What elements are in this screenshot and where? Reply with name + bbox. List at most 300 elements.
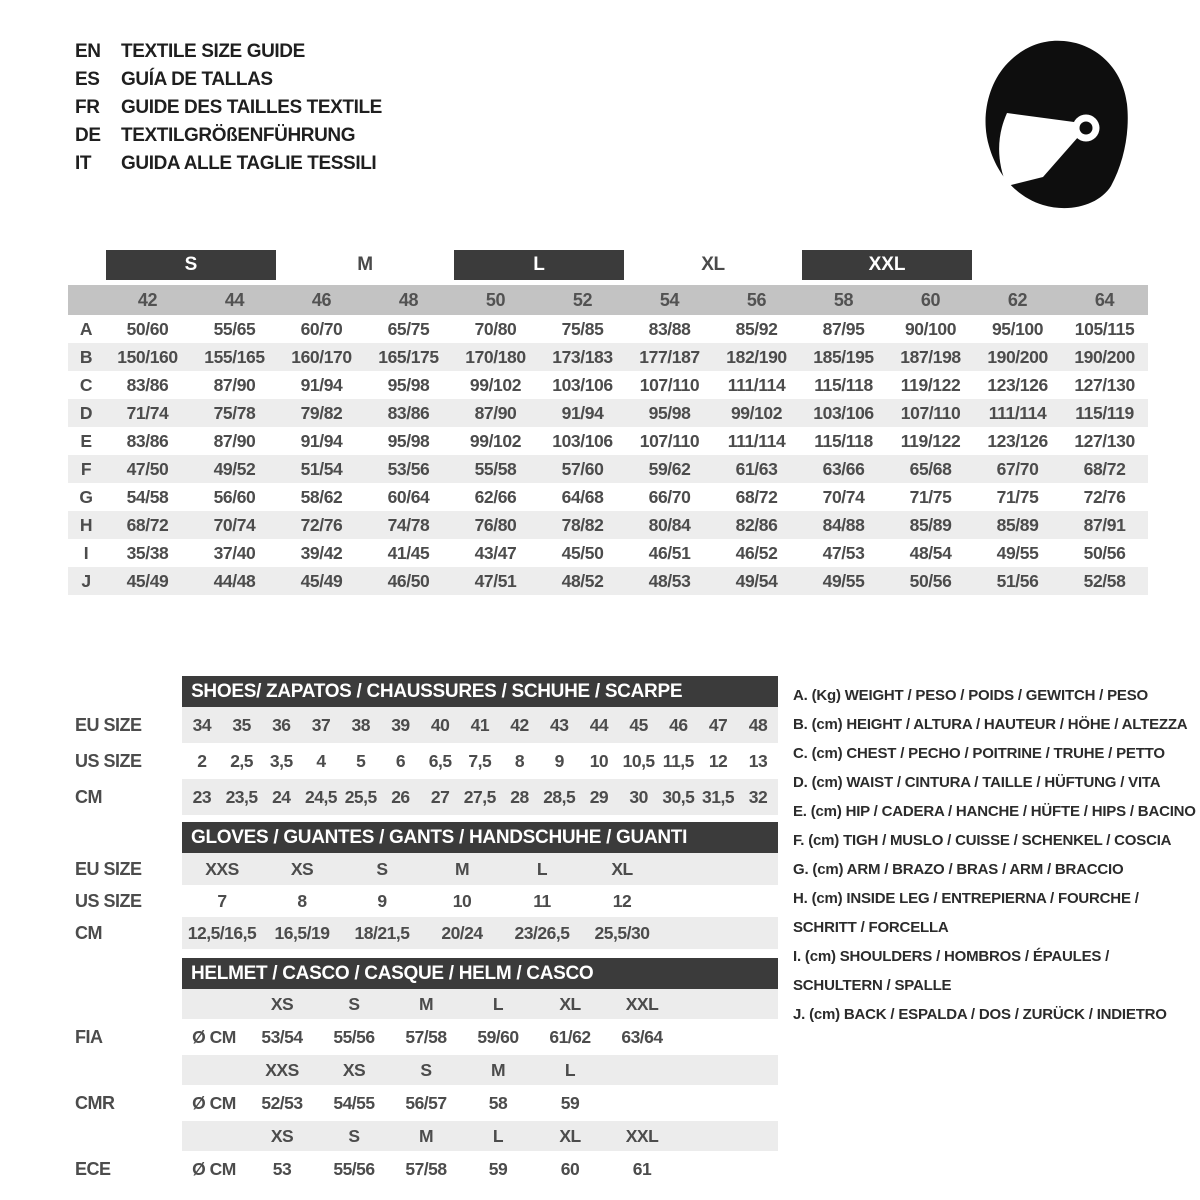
size-cell: 13 xyxy=(748,750,768,771)
size-cell: 47/51 xyxy=(452,567,539,595)
size-cell: 30 xyxy=(619,779,659,815)
size-cell: 10,5 xyxy=(622,750,655,771)
language-code: EN xyxy=(75,41,101,62)
size-cell: 103/106 xyxy=(552,430,613,451)
size-cell: 53/56 xyxy=(365,455,452,483)
size-cell: 46/52 xyxy=(735,542,778,563)
size-cell: 10 xyxy=(452,890,472,911)
size-cell: 59/62 xyxy=(626,455,713,483)
legend-item: J. (cm) BACK / ESPALDA / DOS / ZURÜCK / INDIETRO xyxy=(793,1006,1167,1023)
size-cell: 95/98 xyxy=(387,374,430,395)
size-cell: 45/49 xyxy=(278,567,365,595)
row-label xyxy=(68,1121,182,1151)
helmet-values-row xyxy=(68,1085,778,1121)
language-row xyxy=(75,66,382,94)
size-cell: 56/60 xyxy=(213,486,256,507)
size-cell: 115/118 xyxy=(814,374,873,395)
helmet-value-cell: 55/56 xyxy=(333,1026,375,1047)
gloves-table xyxy=(68,822,778,949)
row-letter: E xyxy=(80,430,92,451)
size-cell: 75/85 xyxy=(561,318,604,339)
corner-spacer xyxy=(68,250,104,285)
size-cell: 48 xyxy=(738,707,778,743)
size-cell: 91/94 xyxy=(300,430,343,451)
diameter-unit: Ø CM xyxy=(192,1092,236,1113)
standard-label: CMR xyxy=(68,1085,182,1121)
size-cell: 70/74 xyxy=(191,511,278,539)
size-cell: 91/94 xyxy=(539,399,626,427)
row-letter: A xyxy=(79,318,93,339)
size-group-boxed xyxy=(104,250,278,285)
size-cell: 190/200 xyxy=(974,343,1061,371)
size-cell: 46/50 xyxy=(365,567,452,595)
sub-table-row xyxy=(68,917,778,949)
sub-table-row xyxy=(68,779,778,815)
size-cell: 27,5 xyxy=(460,779,500,815)
size-cell: 84/88 xyxy=(800,511,887,539)
size-cell: 79/82 xyxy=(278,399,365,427)
helmet-value-cell: 61/62 xyxy=(549,1026,591,1047)
legend-item: B. (cm) HEIGHT / ALTURA / HAUTEUR / HÖHE / ALTEZZA xyxy=(793,716,1188,733)
sub-table-row xyxy=(68,743,778,779)
size-cell: 6,5 xyxy=(428,750,452,771)
size-cell: 51/54 xyxy=(278,455,365,483)
size-cell: 52/58 xyxy=(1061,567,1148,595)
shoes-table xyxy=(68,676,778,815)
size-cell: 111/114 xyxy=(974,399,1061,427)
helmet-size-cell: XS xyxy=(246,1121,318,1151)
unit-spacer xyxy=(182,989,246,1019)
size-cell: 23,5 xyxy=(222,779,262,815)
size-cell: 111/114 xyxy=(727,374,786,395)
standard-label: FIA xyxy=(68,1019,182,1055)
size-cell: 23 xyxy=(182,779,222,815)
size-cell: 27 xyxy=(420,779,460,815)
size-group-label: M xyxy=(357,254,373,275)
size-cell: 12 xyxy=(708,750,728,771)
size-cell: 41 xyxy=(460,707,500,743)
size-cell: 75/78 xyxy=(191,399,278,427)
size-cell: 35 xyxy=(222,707,262,743)
size-cell: 115/118 xyxy=(814,430,873,451)
size-cell: 64/68 xyxy=(561,486,604,507)
helmet-size-cell: XXL xyxy=(606,989,678,1019)
measurement-row xyxy=(68,483,1148,511)
racing-helmet-icon xyxy=(978,36,1138,216)
size-group-boxed xyxy=(452,250,626,285)
size-cell: 70/74 xyxy=(822,486,865,507)
row-label: EU SIZE xyxy=(68,707,182,743)
helmet-value-cell xyxy=(606,1085,678,1121)
size-cell: 67/70 xyxy=(974,455,1061,483)
size-cell: 50/60 xyxy=(126,318,169,339)
filler-cell xyxy=(678,989,778,1019)
diameter-unit: Ø CM xyxy=(192,1158,236,1179)
size-cell: 83/86 xyxy=(365,399,452,427)
column-number: 52 xyxy=(539,285,626,315)
size-cell: 107/110 xyxy=(887,399,974,427)
sub-table-row xyxy=(68,707,778,743)
size-cell: 127/130 xyxy=(1074,430,1135,451)
size-cell: 16,5/19 xyxy=(262,917,342,949)
helmet-sizes-row xyxy=(68,1121,778,1151)
size-cell: 76/80 xyxy=(452,511,539,539)
shoes-header-row xyxy=(68,676,778,707)
size-cell: 49/54 xyxy=(713,567,800,595)
size-cell: 4 xyxy=(316,750,326,771)
size-cell: 123/126 xyxy=(987,430,1048,451)
size-cell: 62/66 xyxy=(474,486,517,507)
row-label: EU SIZE xyxy=(68,853,182,885)
size-cell: 3,5 xyxy=(269,750,293,771)
size-cell: 115/119 xyxy=(1061,399,1148,427)
measurement-row xyxy=(68,343,1148,371)
row-letter: G xyxy=(79,486,93,507)
filler-cell xyxy=(662,885,778,917)
helmet-size-cell: XL xyxy=(534,989,606,1019)
helmet-value-cell: 61 xyxy=(632,1158,652,1179)
size-cell: 47/53 xyxy=(822,542,865,563)
size-cell: 103/106 xyxy=(800,399,887,427)
helmet-value-cell: 59/60 xyxy=(477,1026,519,1047)
size-cell: 48/53 xyxy=(626,567,713,595)
size-cell: 44/48 xyxy=(191,567,278,595)
size-group-plain xyxy=(278,250,452,285)
size-cell: 39/42 xyxy=(300,542,343,563)
helmet-value-cell: 55/56 xyxy=(333,1158,375,1179)
filler-cell xyxy=(662,853,778,885)
row-letter: B xyxy=(68,343,104,371)
helmet-size-cell: S xyxy=(318,1121,390,1151)
language-code: IT xyxy=(75,153,92,174)
size-cell: 49/55 xyxy=(996,542,1039,563)
size-cell: XS xyxy=(262,853,342,885)
size-cell: 173/183 xyxy=(539,343,626,371)
size-cell: 54/58 xyxy=(126,486,169,507)
size-cell: 83/86 xyxy=(126,374,169,395)
size-cell: 71/75 xyxy=(909,486,952,507)
size-cell: 31,5 xyxy=(698,779,738,815)
guide-title: TEXTILGRÖßENFÜHRUNG xyxy=(121,125,356,146)
size-group-label: S xyxy=(106,250,276,280)
size-cell: 80/84 xyxy=(626,511,713,539)
size-cell: 78/82 xyxy=(539,511,626,539)
size-cell: 68/72 xyxy=(1061,455,1148,483)
size-cell: 71/75 xyxy=(996,486,1039,507)
size-cell: 24,5 xyxy=(301,779,341,815)
size-cell: 48/52 xyxy=(539,567,626,595)
size-cell: 49/52 xyxy=(191,455,278,483)
size-cell: 119/122 xyxy=(900,430,961,451)
row-letter: H xyxy=(68,511,104,539)
size-cell: 18/21,5 xyxy=(342,917,422,949)
size-cell: 51/56 xyxy=(974,567,1061,595)
guide-title: GUIDA ALLE TAGLIE TESSILI xyxy=(121,153,377,174)
helmet-value-cell: 52/53 xyxy=(261,1092,303,1113)
size-cell: 155/165 xyxy=(191,343,278,371)
filler-cell xyxy=(678,1121,778,1151)
size-cell: 6 xyxy=(395,750,406,771)
helmet-size-cell xyxy=(606,1055,678,1085)
size-group-label: XL xyxy=(701,254,725,275)
row-label: US SIZE xyxy=(68,743,182,779)
size-cell: 46 xyxy=(659,707,699,743)
helmet-size-cell: L xyxy=(462,1121,534,1151)
size-cell: 71/74 xyxy=(104,399,191,427)
size-cell: 85/89 xyxy=(887,511,974,539)
size-cell: 111/114 xyxy=(727,430,786,451)
guide-title: GUIDE DES TAILLES TEXTILE xyxy=(121,97,382,118)
size-cell: 68/72 xyxy=(735,486,778,507)
helmet-size-cell: M xyxy=(390,989,462,1019)
language-code: ES xyxy=(75,69,100,90)
size-cell: XL xyxy=(582,853,662,885)
size-cell: 83/86 xyxy=(126,430,169,451)
column-number: 44 xyxy=(191,285,278,315)
size-cell: 5 xyxy=(356,750,366,771)
measurement-row xyxy=(68,399,1148,427)
size-cell: 44 xyxy=(579,707,619,743)
legend-item: H. (cm) INSIDE LEG / ENTREPIERNA / FOURCHE / SCHRITT / FORCELLA xyxy=(793,890,1139,936)
size-cell: 12 xyxy=(612,890,632,911)
size-cell: 87/95 xyxy=(822,318,865,339)
filler-cell xyxy=(662,917,778,949)
helmet-value-cell: 57/58 xyxy=(405,1158,447,1179)
helmet-value-cell: 53/54 xyxy=(261,1026,303,1047)
size-cell: 87/90 xyxy=(213,374,256,395)
filler-cell xyxy=(678,1085,778,1121)
measurement-row xyxy=(68,371,1148,399)
size-group-boxed xyxy=(800,250,974,285)
size-cell: 45/50 xyxy=(561,542,604,563)
helmet-size-cell: L xyxy=(462,989,534,1019)
size-group-row xyxy=(68,250,1148,285)
size-cell: 58/62 xyxy=(300,486,343,507)
column-number: 48 xyxy=(365,285,452,315)
size-cell: 41/45 xyxy=(387,542,430,563)
size-cell: 99/102 xyxy=(469,430,522,451)
size-cell: 55/58 xyxy=(452,455,539,483)
size-cell: 40 xyxy=(420,707,460,743)
helmet-value-cell: 59 xyxy=(488,1158,508,1179)
measurement-row xyxy=(68,539,1148,567)
legend-item: A. (Kg) WEIGHT / PESO / POIDS / GEWITCH / PESO xyxy=(793,687,1148,704)
main-size-table xyxy=(68,250,1148,595)
size-cell: 2,5 xyxy=(230,750,254,771)
guide-title: TEXTILE SIZE GUIDE xyxy=(121,41,305,62)
helmet-values-row xyxy=(68,1019,778,1055)
row-label xyxy=(68,989,182,1019)
measurement-row xyxy=(68,427,1148,455)
sub-table-row xyxy=(68,885,778,917)
guide-title: GUÍA DE TALLAS xyxy=(121,69,273,90)
language-code: DE xyxy=(75,125,101,146)
size-cell: 42 xyxy=(500,707,540,743)
size-cell: 87/90 xyxy=(213,430,256,451)
language-code: FR xyxy=(75,97,100,118)
size-cell: 60/70 xyxy=(300,318,343,339)
helmet-size-cell: S xyxy=(390,1055,462,1085)
helmet-size-cell: M xyxy=(390,1121,462,1151)
language-list xyxy=(75,38,382,178)
size-cell: 87/90 xyxy=(452,399,539,427)
size-cell: 8 xyxy=(297,890,307,911)
helmet-value-cell: 60 xyxy=(560,1158,580,1179)
size-cell: 107/110 xyxy=(639,374,700,395)
size-cell: 66/70 xyxy=(648,486,691,507)
row-label: CM xyxy=(68,917,182,949)
measurement-legend xyxy=(793,681,1197,1029)
unit-spacer xyxy=(182,1121,246,1151)
column-number: 42 xyxy=(104,285,191,315)
size-cell: 95/100 xyxy=(991,318,1044,339)
size-cell: 45 xyxy=(619,707,659,743)
helmet-value-cell: 57/58 xyxy=(405,1026,447,1047)
size-cell: 160/170 xyxy=(278,343,365,371)
column-number: 50 xyxy=(452,285,539,315)
size-group-plain xyxy=(626,250,800,285)
language-row xyxy=(75,94,382,122)
helmet-sizes-row xyxy=(68,1055,778,1085)
row-letter: I xyxy=(83,542,89,563)
size-cell: 25,5 xyxy=(341,779,381,815)
helmet-value-cell: 59 xyxy=(560,1092,580,1113)
size-cell: 95/98 xyxy=(626,399,713,427)
size-cell: 37 xyxy=(301,707,341,743)
helmet-value-cell: 58 xyxy=(488,1092,508,1113)
helmet-value-cell: 56/57 xyxy=(405,1092,447,1113)
filler-cell xyxy=(678,1019,778,1055)
size-cell: 49/55 xyxy=(800,567,887,595)
helmet-value-cell: 63/64 xyxy=(621,1026,663,1047)
size-cell: 72/76 xyxy=(278,511,365,539)
size-cell: 123/126 xyxy=(987,374,1048,395)
size-cell: 50/56 xyxy=(1083,542,1126,563)
size-cell: L xyxy=(502,853,582,885)
size-cell: 10 xyxy=(589,750,609,771)
column-number: 54 xyxy=(626,285,713,315)
helmet-size-cell: XS xyxy=(318,1055,390,1085)
size-cell: 99/102 xyxy=(469,374,522,395)
helmet-value-cell: 54/55 xyxy=(333,1092,375,1113)
size-cell: 25,5/30 xyxy=(582,917,662,949)
size-cell: S xyxy=(342,853,422,885)
size-cell: 28,5 xyxy=(539,779,579,815)
size-cell: 20/24 xyxy=(422,917,502,949)
size-cell: 177/187 xyxy=(626,343,713,371)
size-cell: 185/195 xyxy=(800,343,887,371)
size-cell: 45/49 xyxy=(104,567,191,595)
helmet-size-cell: M xyxy=(462,1055,534,1085)
size-cell: 26 xyxy=(381,779,421,815)
size-cell: 39 xyxy=(381,707,421,743)
size-cell: 29 xyxy=(579,779,619,815)
size-group-label: XXL xyxy=(802,250,972,280)
row-label xyxy=(68,1055,182,1085)
column-number: 46 xyxy=(278,285,365,315)
row-letter: J xyxy=(68,567,104,595)
size-cell: 165/175 xyxy=(365,343,452,371)
helmet-sizes-row xyxy=(68,989,778,1019)
size-cell: 32 xyxy=(738,779,778,815)
column-number: 64 xyxy=(1061,285,1148,315)
size-cell: 63/66 xyxy=(800,455,887,483)
band-spacer xyxy=(68,285,104,315)
shoes-title-bar: SHOES/ ZAPATOS / CHAUSSURES / SCHUHE / SCARPE xyxy=(182,676,778,707)
row-letter: C xyxy=(79,374,93,395)
size-cell: 85/92 xyxy=(735,318,778,339)
helmet-title-bar: HELMET / CASCO / CASQUE / HELM / CASCO xyxy=(182,958,778,989)
legend-item: D. (cm) WAIST / CINTURA / TAILLE / HÜFTUNG / VITA xyxy=(793,774,1161,791)
column-number: 58 xyxy=(800,285,887,315)
size-cell: M xyxy=(422,853,502,885)
legend-item: F. (cm) TIGH / MUSLO / CUISSE / SCHENKEL / COSCIA xyxy=(793,832,1172,849)
gloves-header-row xyxy=(68,822,778,853)
filler-cell xyxy=(678,1151,778,1187)
size-cell: 65/68 xyxy=(887,455,974,483)
size-cell: 190/200 xyxy=(1061,343,1148,371)
size-cell: 12,5/16,5 xyxy=(182,917,262,949)
helmet-size-cell: XXS xyxy=(246,1055,318,1085)
size-cell: 119/122 xyxy=(900,374,961,395)
helmet-values-row xyxy=(68,1151,778,1187)
size-cell: 170/180 xyxy=(452,343,539,371)
size-cell: 28 xyxy=(500,779,540,815)
size-cell: 34 xyxy=(182,707,222,743)
helmet-size-cell: XXL xyxy=(606,1121,678,1151)
size-cell: XXS xyxy=(182,853,262,885)
language-header xyxy=(75,38,382,178)
size-cell: 30,5 xyxy=(659,779,699,815)
size-cell: 187/198 xyxy=(887,343,974,371)
size-cell: 9 xyxy=(377,890,387,911)
size-cell: 85/89 xyxy=(974,511,1061,539)
language-row xyxy=(75,150,382,178)
filler-cell xyxy=(678,1055,778,1085)
column-number: 62 xyxy=(974,285,1061,315)
row-letter: F xyxy=(68,455,104,483)
size-cell: 55/65 xyxy=(213,318,256,339)
column-number: 60 xyxy=(887,285,974,315)
size-cell: 74/78 xyxy=(365,511,452,539)
helmet-size-cell: XL xyxy=(534,1121,606,1151)
language-row xyxy=(75,122,382,150)
measurement-row xyxy=(68,511,1148,539)
size-cell: 43/47 xyxy=(474,542,517,563)
size-cell: 37/40 xyxy=(213,542,256,563)
row-label: US SIZE xyxy=(68,885,182,917)
size-cell: 105/115 xyxy=(1074,318,1135,339)
size-cell: 47/50 xyxy=(104,455,191,483)
size-cell: 61/63 xyxy=(713,455,800,483)
size-cell: 36 xyxy=(261,707,301,743)
column-number-row xyxy=(68,285,1148,315)
size-cell: 11,5 xyxy=(662,750,694,771)
size-cell: 48/54 xyxy=(909,542,952,563)
size-cell: 46/51 xyxy=(648,542,691,563)
size-group-label: L xyxy=(454,250,624,280)
size-cell: 57/60 xyxy=(539,455,626,483)
size-cell: 83/88 xyxy=(648,318,691,339)
size-cell: 24 xyxy=(261,779,301,815)
unit-spacer xyxy=(182,1055,246,1085)
legend-item: I. (cm) SHOULDERS / HOMBROS / ÉPAULES / SCHULTERN / SPALLE xyxy=(793,948,1110,994)
size-cell: 90/100 xyxy=(904,318,957,339)
helmet-size-cell: L xyxy=(534,1055,606,1085)
legend-item: G. (cm) ARM / BRAZO / BRAS / ARM / BRACCIO xyxy=(793,861,1124,878)
row-letter: D xyxy=(68,399,104,427)
size-cell: 60/64 xyxy=(387,486,430,507)
